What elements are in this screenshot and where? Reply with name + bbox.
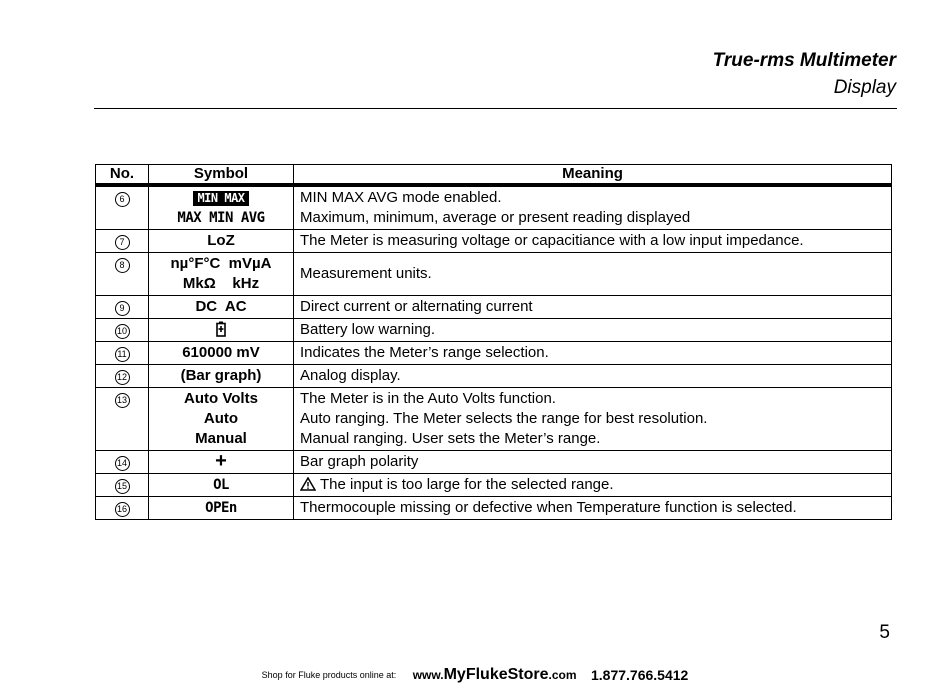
table-header-row [96, 165, 892, 186]
item-number: 16 [115, 502, 130, 517]
symbol-text: (Bar graph) [149, 365, 294, 388]
column-header-no: No. [96, 165, 149, 186]
symbol-text: DC AC [149, 296, 294, 319]
symbol-text: Auto Volts [184, 390, 258, 407]
table-row [96, 451, 892, 474]
item-number: 9 [115, 301, 130, 316]
overload-lcd-symbol: OL [213, 477, 229, 493]
meaning-text: Auto ranging. The Meter selects the range for best resolution. [300, 410, 708, 427]
table-row [96, 497, 892, 520]
item-number: 12 [115, 370, 130, 385]
footer-url-main[interactable]: MyFlukeStore [443, 666, 549, 683]
footer-url-suffix[interactable]: .com [548, 668, 577, 682]
max-min-avg-lcd-symbol: MAX MIN AVG [177, 210, 265, 226]
header-divider [94, 108, 897, 109]
meaning-text: Indicates the Meter’s range selection. [294, 342, 892, 365]
warning-triangle-icon [300, 477, 316, 491]
min-max-lcd-symbol: MIN MAX [193, 191, 248, 206]
open-lcd-symbol: OPEn [205, 500, 237, 516]
table-row [96, 365, 892, 388]
meaning-text: Measurement units. [294, 253, 892, 296]
meaning-text: The Meter is in the Auto Volts function. [300, 390, 556, 407]
symbol-text: Auto [203, 410, 239, 427]
meaning-text: Manual ranging. User sets the Meter’s range. [300, 430, 601, 447]
battery-low-icon [216, 321, 226, 337]
symbol-text: MkΩ kHz [182, 275, 260, 292]
footer [0, 666, 950, 684]
table-row [96, 319, 892, 342]
footer-shop-text: Shop for Fluke products online at: [261, 670, 397, 680]
column-header-symbol: Symbol [149, 165, 294, 186]
item-number: 15 [115, 479, 130, 494]
table-row [96, 296, 892, 319]
meaning-text: MIN MAX AVG mode enabled. [300, 189, 502, 206]
display-symbols-table [95, 164, 892, 520]
table-row [96, 253, 892, 296]
symbol-text: Manual [195, 430, 247, 447]
item-number: 10 [115, 324, 130, 339]
column-header-meaning: Meaning [294, 165, 892, 186]
table-row [96, 474, 892, 497]
item-number: 13 [115, 393, 130, 408]
meaning-text: Bar graph polarity [294, 451, 892, 474]
footer-url-prefix[interactable]: www. [412, 668, 444, 682]
meaning-text: The input is too large for the selected range. [320, 476, 614, 493]
item-number: 6 [115, 192, 130, 207]
meaning-text: Battery low warning. [294, 319, 892, 342]
item-number: 14 [115, 456, 130, 471]
item-number: 11 [115, 347, 130, 362]
meaning-text: Thermocouple missing or defective when Temperature function is selected. [294, 497, 892, 520]
polarity-symbol: + [149, 451, 294, 474]
symbol-text: LoZ [149, 230, 294, 253]
meaning-text: The Meter is measuring voltage or capacitiance with a low input impedance. [294, 230, 892, 253]
table-row [96, 185, 892, 230]
section-title: Display [833, 77, 896, 98]
table-row [96, 342, 892, 365]
meaning-text: Analog display. [294, 365, 892, 388]
table-row [96, 230, 892, 253]
item-number: 7 [115, 235, 130, 250]
footer-phone: 1.877.766.5412 [590, 667, 689, 683]
symbol-text: 610000 mV [149, 342, 294, 365]
symbol-text: nµ°F°C mVµA [170, 255, 272, 272]
meaning-text: Direct current or alternating current [294, 296, 892, 319]
document-title: True-rms Multimeter [712, 50, 896, 71]
item-number: 8 [115, 258, 130, 273]
page-number: 5 [879, 622, 890, 643]
table-row [96, 388, 892, 451]
meaning-text: Maximum, minimum, average or present reading displayed [300, 209, 691, 226]
